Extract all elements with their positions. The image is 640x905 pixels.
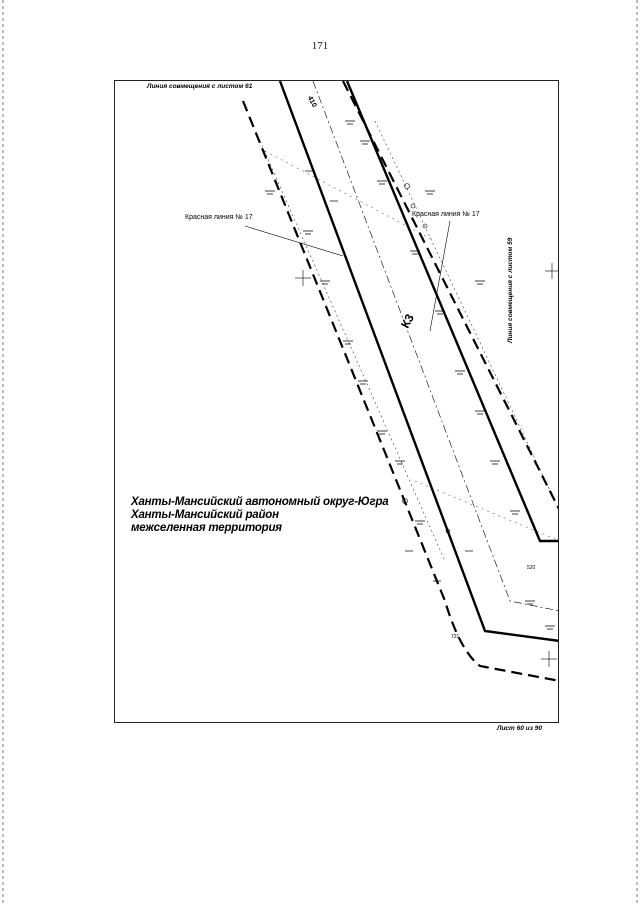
red-line-right-label: Красная линия № 17 <box>412 211 480 218</box>
red-line-left-leader <box>245 226 343 256</box>
picket-label-2: 721 <box>451 634 460 640</box>
match-line-top-label: Линия совмещения с листом 61 <box>147 83 253 90</box>
page-number: 171 <box>311 40 329 52</box>
terrain-symbols <box>265 121 555 629</box>
red-line-left-label: Красная линия № 17 <box>185 214 253 221</box>
picket-label-1: 520 <box>527 565 536 571</box>
scan-edge-right <box>636 0 638 905</box>
grid-crosses <box>295 263 559 667</box>
map-frame <box>114 80 559 723</box>
aux-line-2 <box>375 121 555 501</box>
region-line-2: Ханты-Мансийский район <box>131 509 279 521</box>
aux-line-3 <box>265 151 435 241</box>
row-boundary-right <box>343 81 559 511</box>
road-k3-label: К3 <box>398 311 417 331</box>
region-line-3: межселенная территория <box>131 522 282 534</box>
match-line-right-label: Линия совмещения с листом 59 <box>507 237 514 343</box>
red-line-right-leader <box>430 221 450 331</box>
row-boundary-left <box>243 101 559 681</box>
scan-edge-left <box>2 0 4 905</box>
sheet-label: Лист 60 из 90 <box>497 725 542 732</box>
red-line-left-stroke <box>280 81 559 641</box>
road-small-label: 410 <box>305 95 318 109</box>
road-axis <box>313 81 559 611</box>
region-line-1: Ханты-Мансийский автономный округ-Югра <box>131 496 389 508</box>
map-drawing <box>115 81 559 723</box>
